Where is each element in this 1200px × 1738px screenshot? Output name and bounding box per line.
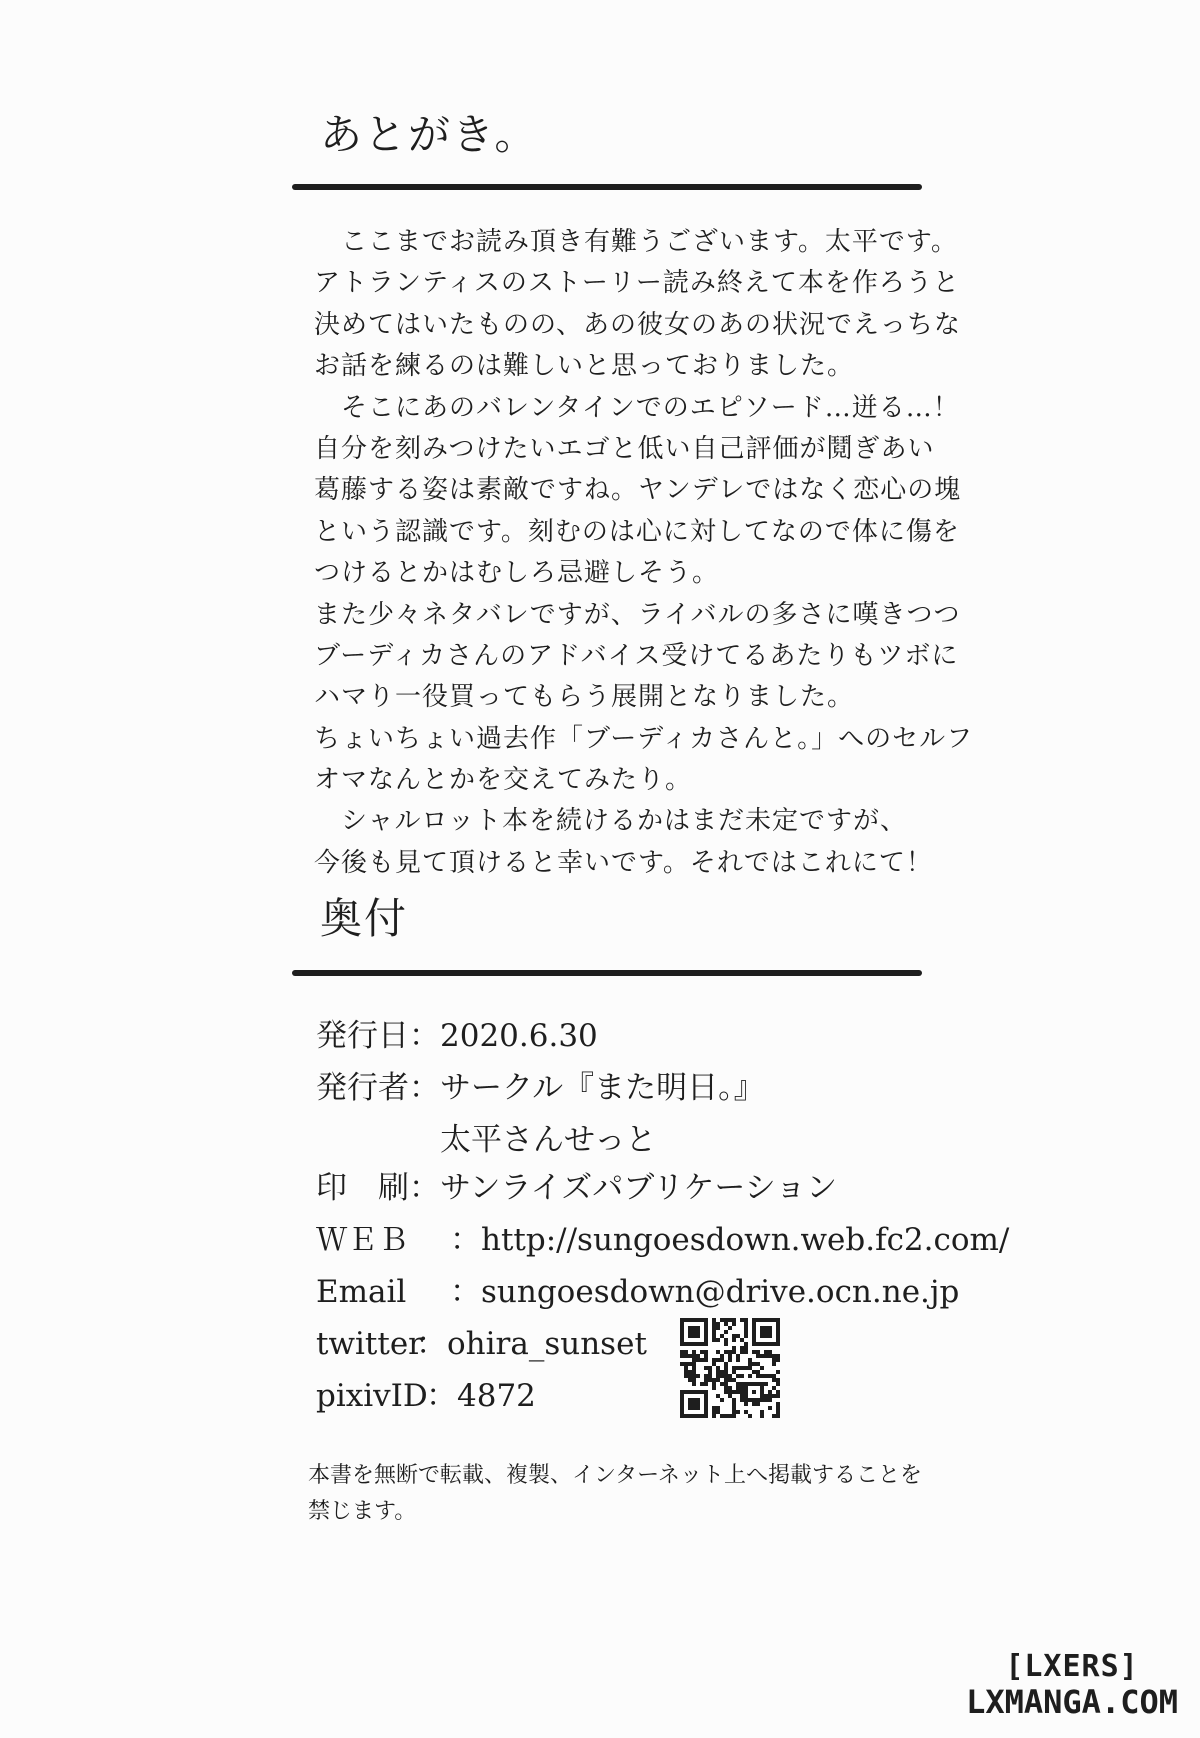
pixiv-label: pixivID <box>316 1378 428 1414</box>
colophon-row-twitter <box>316 1318 1016 1370</box>
copyright-notice <box>308 1458 948 1530</box>
section-divider <box>292 184 922 190</box>
colophon-row-date <box>316 1010 1016 1062</box>
printer-label: 印 刷： <box>316 1170 440 1206</box>
colophon-list <box>316 1010 1016 1422</box>
watermark-tag: [LXERS] <box>1005 1649 1139 1684</box>
colophon-row-publisher <box>316 1062 1016 1114</box>
afterword-line: ここまでお読み頂き有難うございます。太平です。 <box>314 227 958 257</box>
afterword-line: 自分を刻みつけたいエゴと低い自己評価が鬩ぎあい <box>314 433 935 464</box>
colophon-row-email <box>316 1266 1016 1318</box>
afterword-line: オマなんとかを交えてみたり。 <box>314 765 693 796</box>
colophon-row-printer <box>316 1162 1016 1214</box>
web-label: ＷＥＢ <box>316 1222 409 1258</box>
afterword-line: という認識です。刻むのは心に対してなので体に傷を <box>314 516 960 547</box>
afterword-line: ブーディカさんのアドバイス受けてるあたりもツボに <box>314 640 959 671</box>
site-watermark <box>966 1650 1178 1720</box>
section-divider <box>292 970 922 976</box>
printer-value: サンライズパブリケーション <box>440 1170 838 1206</box>
notice-line: 本書を無断で転載、複製、インターネット上へ掲載することを <box>308 1463 923 1488</box>
publisher-value-2: 太平さんせっと <box>440 1122 657 1158</box>
afterword-line: お話を練るのは難しいと思っておりました。 <box>314 351 855 382</box>
afterword-line: ハマり一役買ってもらう展開となりました。 <box>314 682 855 713</box>
afterword-line: アトランティスのストーリー読み終えて本を作ろうと <box>314 268 960 299</box>
watermark-site: LXMANGA.COM <box>966 1683 1178 1721</box>
twitter-value: ：ohira_sunset <box>416 1326 647 1362</box>
afterword-line: シャルロット本を続けるかはまだ未定ですが、 <box>314 806 907 837</box>
afterword-line: 葛藤する姿は素敵ですね。ヤンデレではなく恋心の塊 <box>314 475 962 506</box>
colophon-row-pixiv <box>316 1370 1016 1422</box>
colophon-title: 奥付 <box>320 894 409 943</box>
afterword-line: 決めてはいたものの、あの彼女のあの状況でえっちな <box>314 309 961 340</box>
afterword-body <box>314 222 974 884</box>
afterword-line: つけるとかはむしろ忌避しそう。 <box>314 558 720 589</box>
afterword-line: ちょいちょい過去作「ブーディカさんと。」へのセルフ <box>314 723 974 754</box>
qr-code-icon <box>680 1318 780 1418</box>
colophon-row-publisher-cont <box>316 1114 1016 1162</box>
email-value: ：sungoesdown@drive.ocn.ne.jp <box>450 1274 960 1310</box>
web-value: ：http://sungoesdown.web.fc2.com/ <box>450 1222 1010 1258</box>
afterword-title: あとがき。 <box>320 110 539 159</box>
publisher-label: 発行者： <box>316 1070 440 1106</box>
afterword-line: また少々ネタバレですが、ライバルの多さに嘆きつつ <box>314 599 961 630</box>
twitter-label: twitter <box>316 1326 423 1362</box>
email-label: Email <box>316 1274 407 1310</box>
notice-line: 禁じます。 <box>308 1499 417 1524</box>
pixiv-value: ：4872 <box>426 1378 536 1414</box>
afterword-line: 今後も見て頂けると幸いです。それではこれにて！ <box>314 847 933 878</box>
publisher-value: サークル『また明日。』 <box>440 1070 765 1106</box>
date-value: 2020.6.30 <box>440 1018 598 1054</box>
colophon-row-web <box>316 1214 1016 1266</box>
date-label: 発行日： <box>316 1018 440 1054</box>
afterword-line: そこにあのバレンタインでのエピソード…迸る…！ <box>314 392 960 423</box>
